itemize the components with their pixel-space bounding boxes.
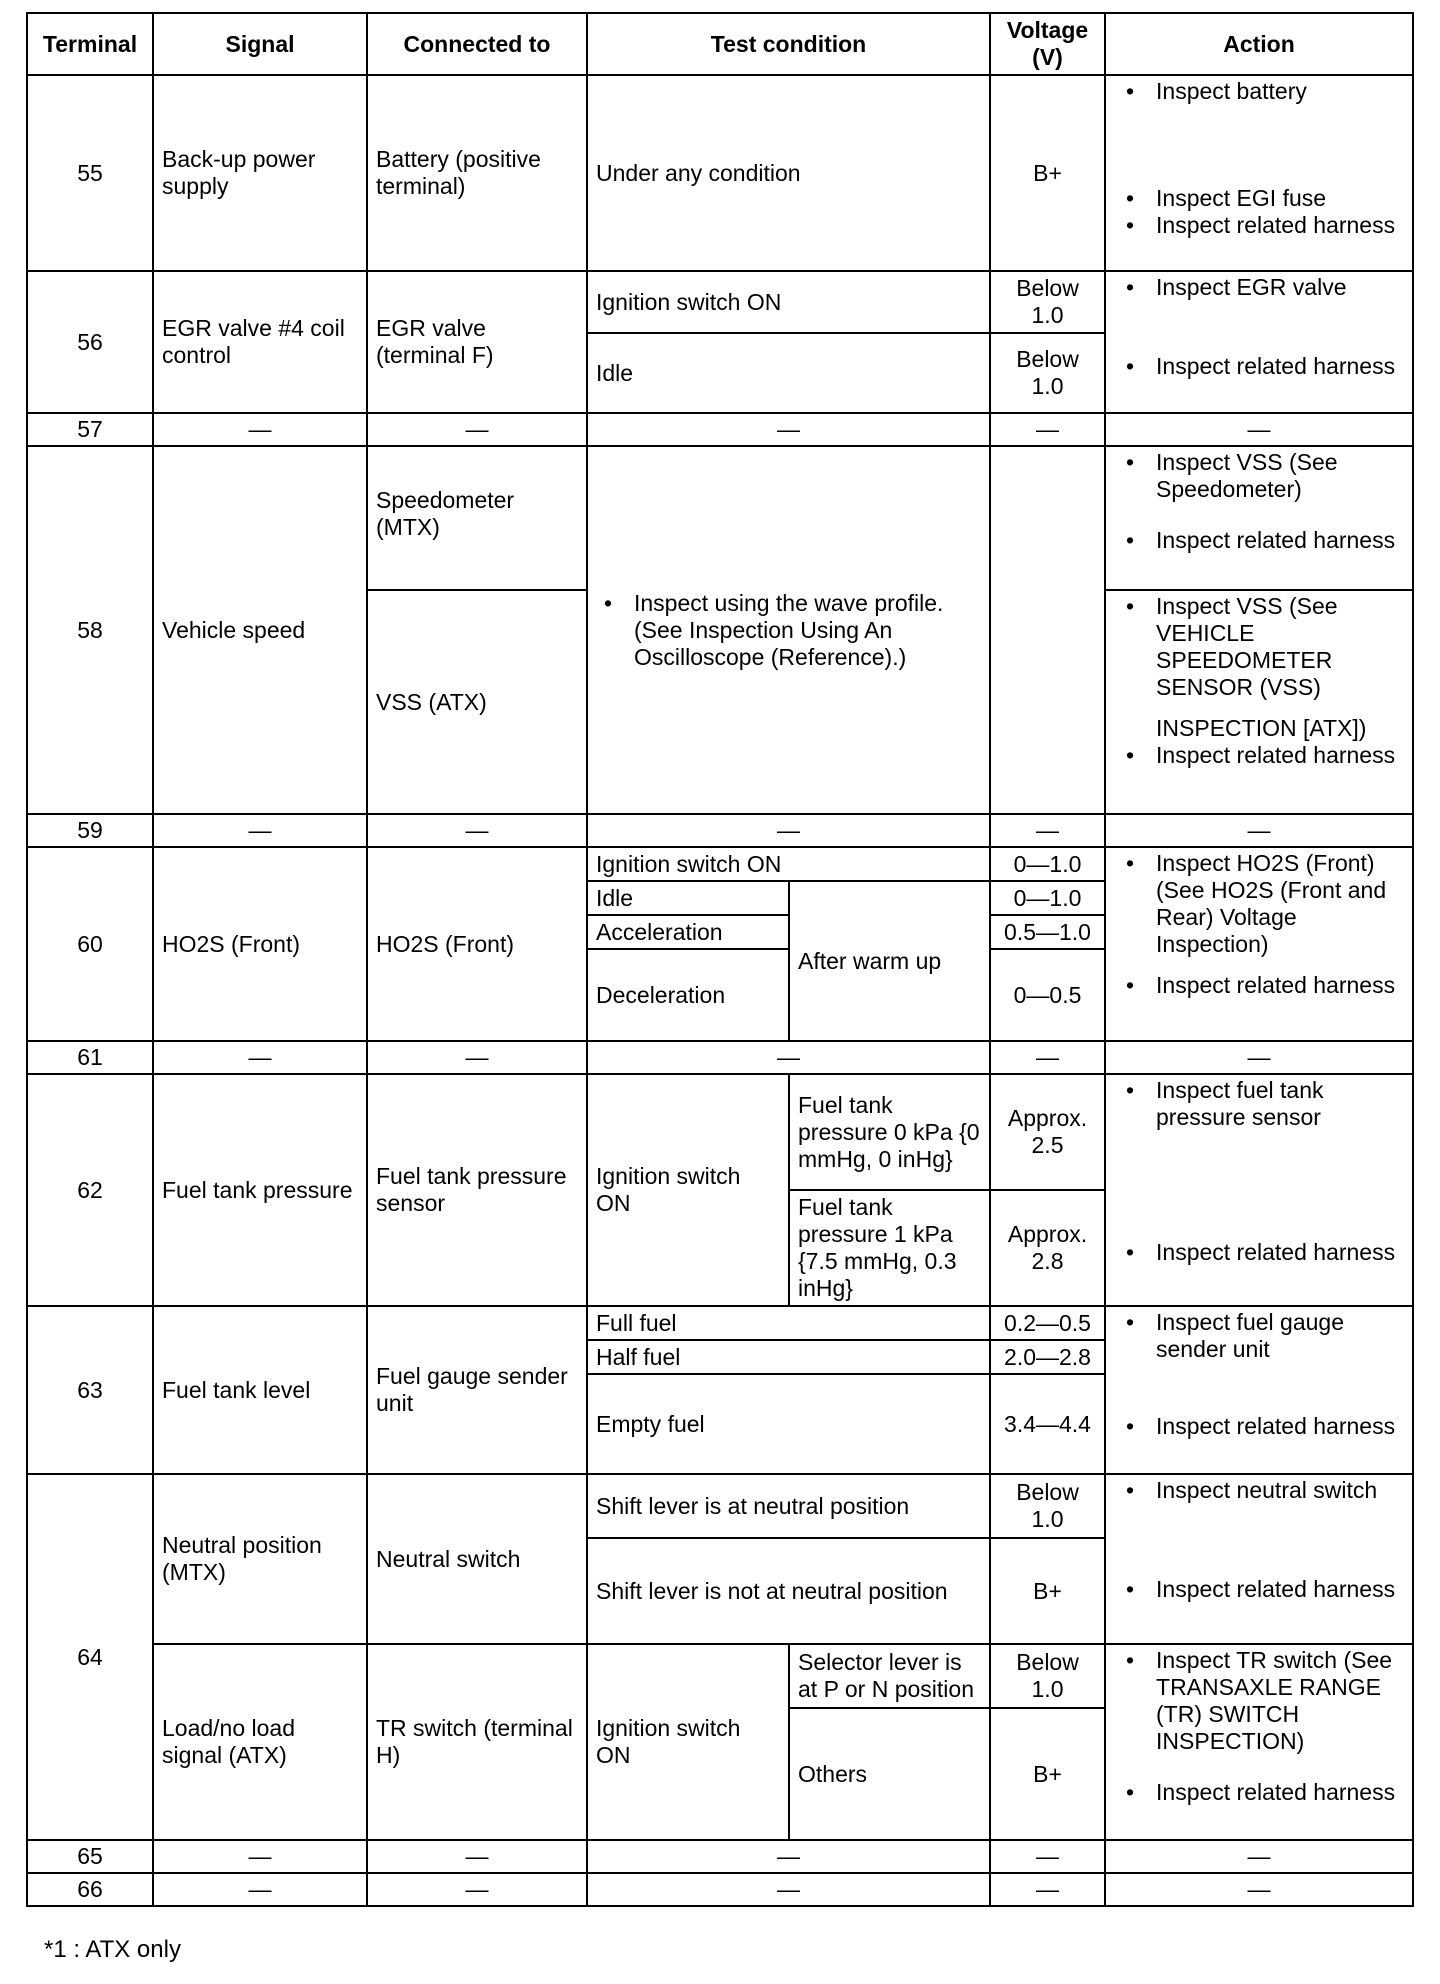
header-terminal: Terminal	[27, 13, 153, 75]
empty-cell: —	[153, 814, 367, 847]
condition-cell: Ignition switch ON	[587, 1074, 789, 1306]
terminal-cell: 57	[27, 413, 153, 446]
condition-cell: Deceleration	[587, 949, 789, 1041]
action-cell	[1105, 1474, 1413, 1644]
table-row	[27, 1074, 1413, 1190]
empty-cell: —	[367, 1873, 587, 1906]
voltage-cell: Below 1.0	[990, 271, 1105, 333]
action-item: • Inspect HO2S (Front) (See HO2S (Front and Rear) Voltage Inspection)	[1156, 850, 1404, 958]
empty-cell: —	[1105, 1873, 1413, 1906]
connected-cell: EGR valve (terminal F)	[367, 271, 587, 413]
empty-cell: —	[367, 814, 587, 847]
empty-cell: —	[153, 1873, 367, 1906]
condition-cell: Shift lever is at neutral position	[587, 1474, 990, 1538]
header-connected-to: Connected to	[367, 13, 587, 75]
signal-cell: Load/no load signal (ATX)	[153, 1644, 367, 1840]
action-item: • Inspect VSS (See Speedometer)	[1156, 449, 1404, 503]
action-item: • Inspect related harness	[1156, 1779, 1404, 1806]
empty-cell: —	[367, 1840, 587, 1873]
action-cell	[1105, 847, 1413, 1041]
terminal-cell: 58	[27, 446, 153, 814]
empty-cell: —	[587, 413, 990, 446]
signal-cell: EGR valve #4 coil control	[153, 271, 367, 413]
voltage-cell: 0.2—0.5	[990, 1306, 1105, 1340]
action-item: • Inspect related harness	[1156, 742, 1404, 769]
voltage-cell: Approx. 2.8	[990, 1190, 1105, 1306]
connected-cell: Fuel tank pressure sensor	[367, 1074, 587, 1306]
empty-cell: —	[990, 1873, 1105, 1906]
voltage-cell: B+	[990, 75, 1105, 271]
connected-cell: HO2S (Front)	[367, 847, 587, 1041]
action-item: • Inspect battery	[1156, 78, 1404, 105]
table-row	[27, 1644, 1413, 1708]
table-row	[27, 1873, 1413, 1906]
table-row	[27, 271, 1413, 333]
voltage-cell: 0—0.5	[990, 949, 1105, 1041]
empty-cell: —	[367, 1041, 587, 1074]
terminal-cell: 56	[27, 271, 153, 413]
signal-cell: HO2S (Front)	[153, 847, 367, 1041]
empty-cell: —	[990, 1840, 1105, 1873]
terminal-table-sheet	[26, 12, 1412, 1907]
connected-cell: Speedometer (MTX)	[367, 446, 587, 590]
action-cell	[1105, 590, 1413, 814]
table-row	[27, 1306, 1413, 1340]
terminal-cell: 64	[27, 1474, 153, 1840]
voltage-cell	[990, 446, 1105, 814]
empty-cell: —	[1105, 413, 1413, 446]
action-item: • Inspect related harness	[1156, 1413, 1404, 1440]
signal-cell: Vehicle speed	[153, 446, 367, 814]
signal-cell: Neutral position (MTX)	[153, 1474, 367, 1644]
condition-cell: Ignition switch ON	[587, 847, 990, 881]
connected-cell: VSS (ATX)	[367, 590, 587, 814]
empty-cell: —	[153, 1840, 367, 1873]
action-item: • Inspect fuel gauge sender unit	[1156, 1309, 1404, 1363]
table-row	[27, 814, 1413, 847]
sub-condition-cell: Fuel tank pressure 0 kPa {0 mmHg, 0 inHg}	[789, 1074, 990, 1190]
signal-cell: Back-up power supply	[153, 75, 367, 271]
condition-cell: Under any condition	[587, 75, 990, 271]
footnote-text: : ATX only	[73, 1936, 181, 1963]
action-item: • Inspect VSS (See VEHICLE SPEEDOMETER SENSOR (VSS)	[1156, 593, 1404, 701]
condition-cell: Ignition switch ON	[587, 271, 990, 333]
condition-cell	[587, 446, 990, 814]
terminal-cell: 66	[27, 1873, 153, 1906]
action-cell	[1105, 1074, 1413, 1306]
empty-cell: —	[587, 1041, 990, 1074]
empty-cell: —	[367, 413, 587, 446]
action-cell	[1105, 75, 1413, 271]
condition-cell: Acceleration	[587, 915, 789, 949]
action-cell	[1105, 1306, 1413, 1474]
action-item: INSPECTION [ATX])	[1156, 715, 1367, 741]
header-row	[27, 13, 1413, 75]
empty-cell: —	[587, 1873, 990, 1906]
terminal-cell: 63	[27, 1306, 153, 1474]
voltage-cell: B+	[990, 1538, 1105, 1644]
voltage-cell: 0—1.0	[990, 847, 1105, 881]
condition-cell: Idle	[587, 333, 990, 413]
terminal-cell: 60	[27, 847, 153, 1041]
action-item: • Inspect TR switch (See TRANSAXLE RANGE (TR) SWITCH INSPECTION)	[1156, 1647, 1404, 1755]
empty-cell: —	[1105, 814, 1413, 847]
terminal-cell: 61	[27, 1041, 153, 1074]
action-item: • Inspect EGI fuse	[1156, 185, 1404, 212]
action-cell	[1105, 446, 1413, 590]
header-test-condition: Test condition	[587, 13, 990, 75]
table-row	[27, 75, 1413, 271]
empty-cell: —	[990, 1041, 1105, 1074]
voltage-cell: 3.4—4.4	[990, 1374, 1105, 1474]
empty-cell: —	[1105, 1041, 1413, 1074]
sub-condition-cell: Others	[789, 1708, 990, 1840]
header-signal: Signal	[153, 13, 367, 75]
table-row	[27, 1041, 1413, 1074]
action-item: • Inspect related harness	[1156, 1239, 1404, 1266]
terminal-cell: 59	[27, 814, 153, 847]
header-action: Action	[1105, 13, 1413, 75]
voltage-cell: B+	[990, 1708, 1105, 1840]
condition-cell: Full fuel	[587, 1306, 990, 1340]
action-item: • Inspect related harness	[1156, 353, 1404, 380]
signal-cell: Fuel tank pressure	[153, 1074, 367, 1306]
connected-cell: Battery (positive terminal)	[367, 75, 587, 271]
empty-cell: —	[990, 814, 1105, 847]
action-item: • Inspect related harness	[1156, 972, 1404, 999]
sub-condition-cell: Fuel tank pressure 1 kPa {7.5 mmHg, 0.3 inHg}	[789, 1190, 990, 1306]
condition-item: • Inspect using the wave profile. (See Inspection Using An Oscilloscope (Reference).)	[634, 590, 981, 671]
signal-cell: Fuel tank level	[153, 1306, 367, 1474]
voltage-cell: 0.5—1.0	[990, 915, 1105, 949]
footnote-mark: *1	[44, 1936, 67, 1963]
voltage-cell: Below 1.0	[990, 1474, 1105, 1538]
voltage-cell: Below 1.0	[990, 333, 1105, 413]
terminal-voltage-table	[26, 12, 1414, 1907]
terminal-cell: 55	[27, 75, 153, 271]
condition-cell: Empty fuel	[587, 1374, 990, 1474]
action-item: • Inspect neutral switch	[1156, 1477, 1404, 1504]
connected-cell: Fuel gauge sender unit	[367, 1306, 587, 1474]
condition-note-cell: After warm up	[789, 881, 990, 1041]
voltage-cell: Approx. 2.5	[990, 1074, 1105, 1190]
voltage-cell: 2.0—2.8	[990, 1340, 1105, 1374]
action-item: • Inspect related harness	[1156, 1576, 1404, 1603]
voltage-cell: 0—1.0	[990, 881, 1105, 915]
voltage-cell: Below 1.0	[990, 1644, 1105, 1708]
action-item: • Inspect fuel tank pressure sensor	[1156, 1077, 1404, 1131]
action-item: • Inspect EGR valve	[1156, 274, 1404, 301]
table-row	[27, 446, 1413, 590]
table-row	[27, 847, 1413, 881]
connected-cell: Neutral switch	[367, 1474, 587, 1644]
condition-cell: Idle	[587, 881, 789, 915]
terminal-cell: 65	[27, 1840, 153, 1873]
action-item: • Inspect related harness	[1156, 527, 1404, 554]
action-cell	[1105, 1644, 1413, 1840]
empty-cell: —	[990, 413, 1105, 446]
condition-cell: Half fuel	[587, 1340, 990, 1374]
action-item: • Inspect related harness	[1156, 212, 1404, 239]
connected-cell: TR switch (terminal H)	[367, 1644, 587, 1840]
empty-cell: —	[587, 1840, 990, 1873]
footnote	[44, 1936, 181, 1964]
action-cell	[1105, 271, 1413, 413]
empty-cell: —	[587, 814, 990, 847]
condition-cell: Shift lever is not at neutral position	[587, 1538, 990, 1644]
empty-cell: —	[153, 1041, 367, 1074]
table-row	[27, 1474, 1413, 1538]
terminal-cell: 62	[27, 1074, 153, 1306]
empty-cell: —	[1105, 1840, 1413, 1873]
sub-condition-cell: Selector lever is at P or N position	[789, 1644, 990, 1708]
empty-cell: —	[153, 413, 367, 446]
table-row	[27, 413, 1413, 446]
header-voltage: Voltage (V)	[990, 13, 1105, 75]
table-row	[27, 1840, 1413, 1873]
condition-cell: Ignition switch ON	[587, 1644, 789, 1840]
